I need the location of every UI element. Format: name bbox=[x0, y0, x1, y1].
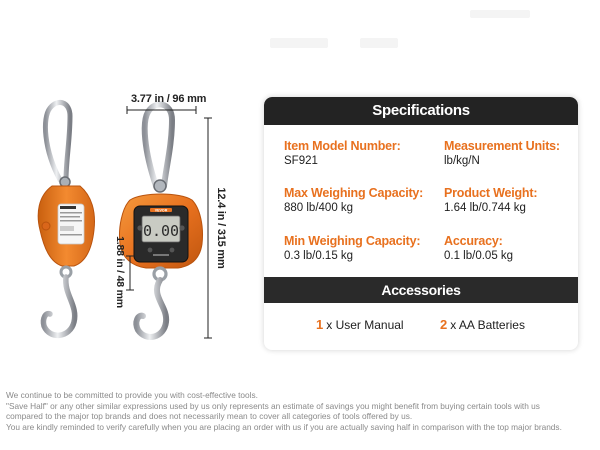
disclaimer-line: compared to the major top brands and does not necessarily mean to cover all categories of tools offered by us. bbox=[6, 411, 413, 421]
button-icon bbox=[179, 225, 184, 230]
top-shackle bbox=[45, 102, 70, 180]
spec-item-measurement-units bbox=[444, 139, 560, 167]
accessory-text: x AA Batteries bbox=[450, 318, 525, 332]
spec-label: Measurement Units: bbox=[444, 139, 560, 153]
spec-item-product-weight bbox=[444, 186, 537, 214]
disclaimer-line: You are kindly reminded to verify carefully when you are placing an order with us if you are actually saving half in comparison with the top major brands. bbox=[6, 421, 562, 432]
spec-item-model-number bbox=[284, 139, 401, 167]
model-marking bbox=[153, 254, 169, 256]
spec-item-max-capacity bbox=[284, 186, 423, 214]
product-image bbox=[0, 0, 260, 390]
brand-text: VEVOR bbox=[154, 208, 168, 213]
disclaimer-line: We continue to be committed to provide you with cost-effective tools. bbox=[6, 390, 258, 400]
accessory-item-aa-batteries bbox=[440, 317, 525, 332]
label-mark bbox=[60, 226, 74, 231]
spec-value: lb/kg/N bbox=[444, 155, 480, 167]
background-decoration bbox=[270, 38, 328, 48]
height-dimension-label: 12.4 in / 315 mm bbox=[215, 187, 227, 269]
accessory-text: x User Manual bbox=[326, 318, 404, 332]
specifications-card bbox=[264, 97, 578, 350]
label-text-line bbox=[60, 216, 80, 218]
spec-value: SF921 bbox=[284, 155, 318, 167]
spec-item-min-capacity bbox=[284, 234, 420, 262]
bottom-hook bbox=[43, 277, 74, 335]
lcd-reading: 0.00 bbox=[142, 222, 180, 240]
background-decoration bbox=[470, 10, 530, 18]
disclaimer bbox=[6, 390, 598, 432]
disclaimer-line: "Save Half" or any other similar expressions used by us only represents an estimate of savings you might benefit from buying certain tools with us bbox=[6, 400, 540, 411]
label-text-line bbox=[60, 234, 82, 236]
specifications-title: Specifications bbox=[264, 97, 578, 125]
scale-front-view bbox=[119, 104, 202, 337]
spec-value: 0.3 lb/0.15 kg bbox=[284, 250, 354, 262]
label-text-line bbox=[60, 212, 82, 214]
bottom-hook bbox=[136, 280, 166, 337]
hook-dimension-label: 1.88 in / 48 mm bbox=[114, 236, 126, 308]
spec-label: Item Model Number: bbox=[284, 139, 401, 153]
label-text-line bbox=[60, 220, 82, 222]
top-shackle bbox=[145, 104, 172, 186]
spec-value: 0.1 lb/0.05 kg bbox=[444, 250, 514, 262]
side-knob bbox=[42, 222, 50, 230]
spec-value: 880 lb/400 kg bbox=[284, 202, 354, 214]
spec-label: Accuracy: bbox=[444, 234, 503, 248]
label-brand bbox=[60, 206, 76, 209]
accessories-title: Accessories bbox=[264, 277, 578, 303]
spec-value: 1.64 lb/0.744 kg bbox=[444, 202, 526, 214]
info-label bbox=[58, 204, 84, 244]
accessory-qty: 2 bbox=[440, 317, 448, 332]
spec-label: Product Weight: bbox=[444, 186, 538, 200]
width-dimension-label: 3.77 in / 96 mm bbox=[131, 93, 207, 105]
accessory-qty: 1 bbox=[316, 317, 324, 332]
button-icon bbox=[170, 248, 175, 253]
scale-side-view bbox=[38, 102, 94, 335]
background-decoration bbox=[360, 38, 398, 48]
spec-label: Min Weighing Capacity: bbox=[284, 234, 421, 248]
spec-label: Max Weighing Capacity: bbox=[284, 186, 424, 200]
accessory-item-user-manual bbox=[316, 317, 404, 332]
button-icon bbox=[137, 225, 142, 230]
spec-item-accuracy bbox=[444, 234, 513, 262]
button-icon bbox=[148, 248, 153, 253]
shackle-pin bbox=[154, 180, 166, 192]
